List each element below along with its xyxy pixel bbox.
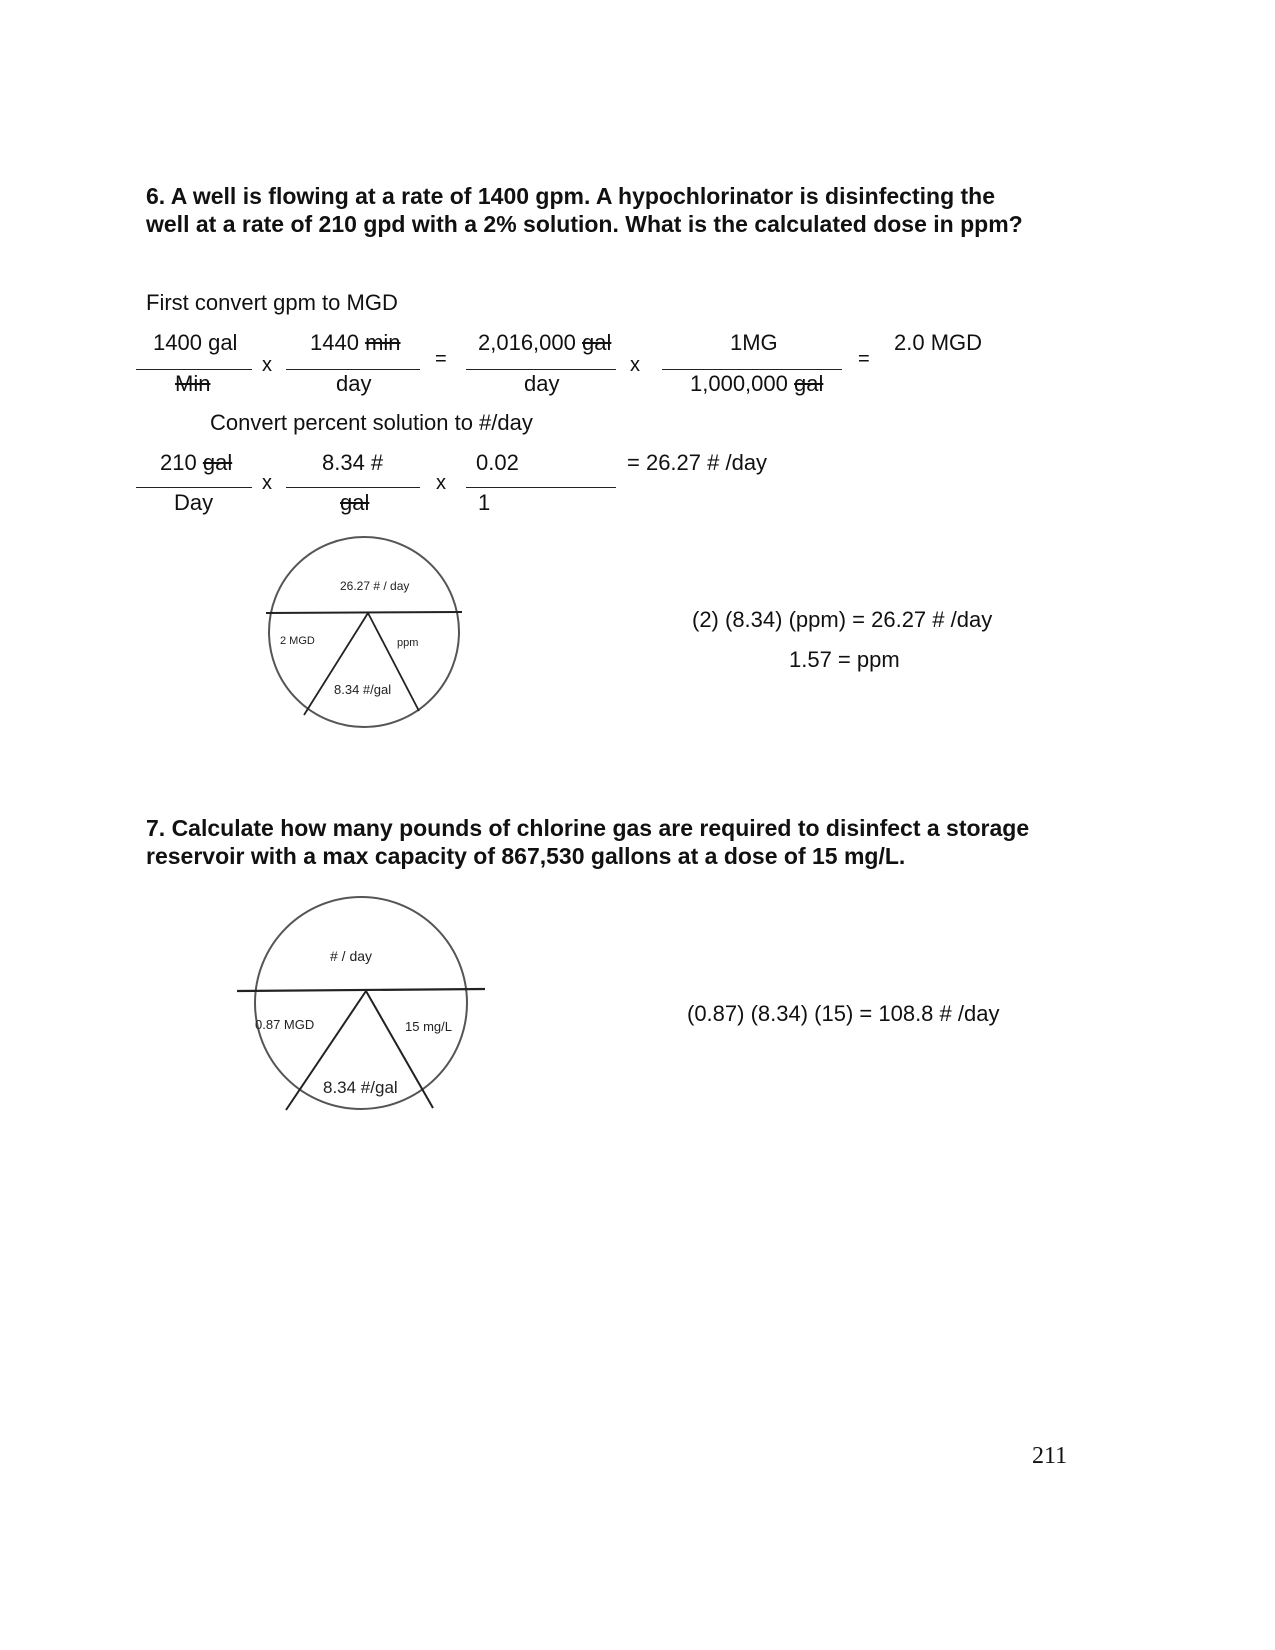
conv1-denominator-3: day bbox=[524, 371, 560, 396]
conv1-numerator-2: 1440 min bbox=[310, 330, 401, 355]
fraction-bar bbox=[136, 487, 252, 488]
diagram-top-label: # / day bbox=[330, 948, 373, 964]
multiply-sign: x bbox=[262, 354, 272, 376]
q7-text-line1: 7. Calculate how many pounds of chlorine gas are required to disinfect a storage bbox=[146, 815, 1030, 841]
q6-solution-line2: 1.57 = ppm bbox=[789, 647, 900, 672]
diagram-circle bbox=[269, 537, 459, 727]
fraction-bar bbox=[286, 487, 420, 488]
diagram-bottom-label: 8.34 #/gal bbox=[334, 682, 392, 697]
fraction-bar bbox=[136, 369, 252, 370]
diagram-right-label: ppm bbox=[397, 637, 419, 649]
conv1-numerator-1: 1400 gal bbox=[153, 330, 238, 355]
equals-sign: = bbox=[858, 348, 870, 370]
q6-step1-label: First convert gpm to MGD bbox=[146, 290, 398, 315]
conv2-denominator-1: Day bbox=[174, 490, 214, 515]
conv2-numerator-2: 8.34 # bbox=[322, 450, 384, 475]
page-number: 211 bbox=[1032, 1443, 1068, 1469]
diagram-divider bbox=[266, 612, 462, 613]
diagram-left-label: 2 MGD bbox=[280, 635, 315, 647]
conv1-denominator-2: day bbox=[336, 371, 372, 396]
q6-pie-diagram bbox=[260, 535, 470, 735]
q7-solution: (0.87) (8.34) (15) = 108.8 # /day bbox=[687, 1001, 1000, 1026]
fraction-bar bbox=[466, 487, 616, 488]
conv2-denominator-2: gal bbox=[340, 490, 370, 515]
fraction-bar bbox=[662, 369, 842, 370]
conv1-numerator-3: 2,016,000 gal bbox=[478, 330, 612, 355]
q6-text-line1: 6. A well is flowing at a rate of 1400 gpm. A hypochlorinator is disinfecting the bbox=[146, 183, 996, 209]
multiply-sign: x bbox=[630, 354, 640, 376]
diagram-top-label: 26.27 # / day bbox=[340, 579, 410, 593]
diagram-left-label: 0.87 MGD bbox=[255, 1017, 315, 1032]
diagram-right-label: 15 mg/L bbox=[405, 1019, 452, 1034]
fraction-bar bbox=[286, 369, 420, 370]
conv2-numerator-3: 0.02 bbox=[476, 450, 519, 475]
conv1-denominator-1: Min bbox=[175, 371, 211, 396]
conv2-result: = 26.27 # /day bbox=[627, 450, 768, 475]
conv1-denominator-4: 1,000,000 gal bbox=[690, 371, 824, 396]
conv1-result: 2.0 MGD bbox=[894, 330, 983, 355]
q7-pie-diagram bbox=[230, 890, 492, 1120]
diagram-divider bbox=[304, 613, 368, 715]
conv2-denominator-3: 1 bbox=[478, 490, 491, 515]
fraction-bar bbox=[466, 369, 616, 370]
conv1-numerator-4: 1MG bbox=[730, 330, 778, 355]
multiply-sign: x bbox=[262, 472, 272, 494]
diagram-bottom-label: 8.34 #/gal bbox=[323, 1078, 398, 1097]
q6-step2-label: Convert percent solution to #/day bbox=[210, 410, 533, 435]
conv2-numerator-1: 210 gal bbox=[160, 450, 233, 475]
multiply-sign: x bbox=[436, 472, 446, 494]
q6-text-line2: well at a rate of 210 gpd with a 2% solution. What is the calculated dose in ppm? bbox=[146, 211, 1023, 237]
diagram-divider bbox=[237, 989, 485, 991]
q6-solution-line1: (2) (8.34) (ppm) = 26.27 # /day bbox=[692, 607, 993, 632]
q7-text-line2: reservoir with a max capacity of 867,530 gallons at a dose of 15 mg/L. bbox=[146, 843, 906, 869]
equals-sign: = bbox=[435, 348, 447, 370]
